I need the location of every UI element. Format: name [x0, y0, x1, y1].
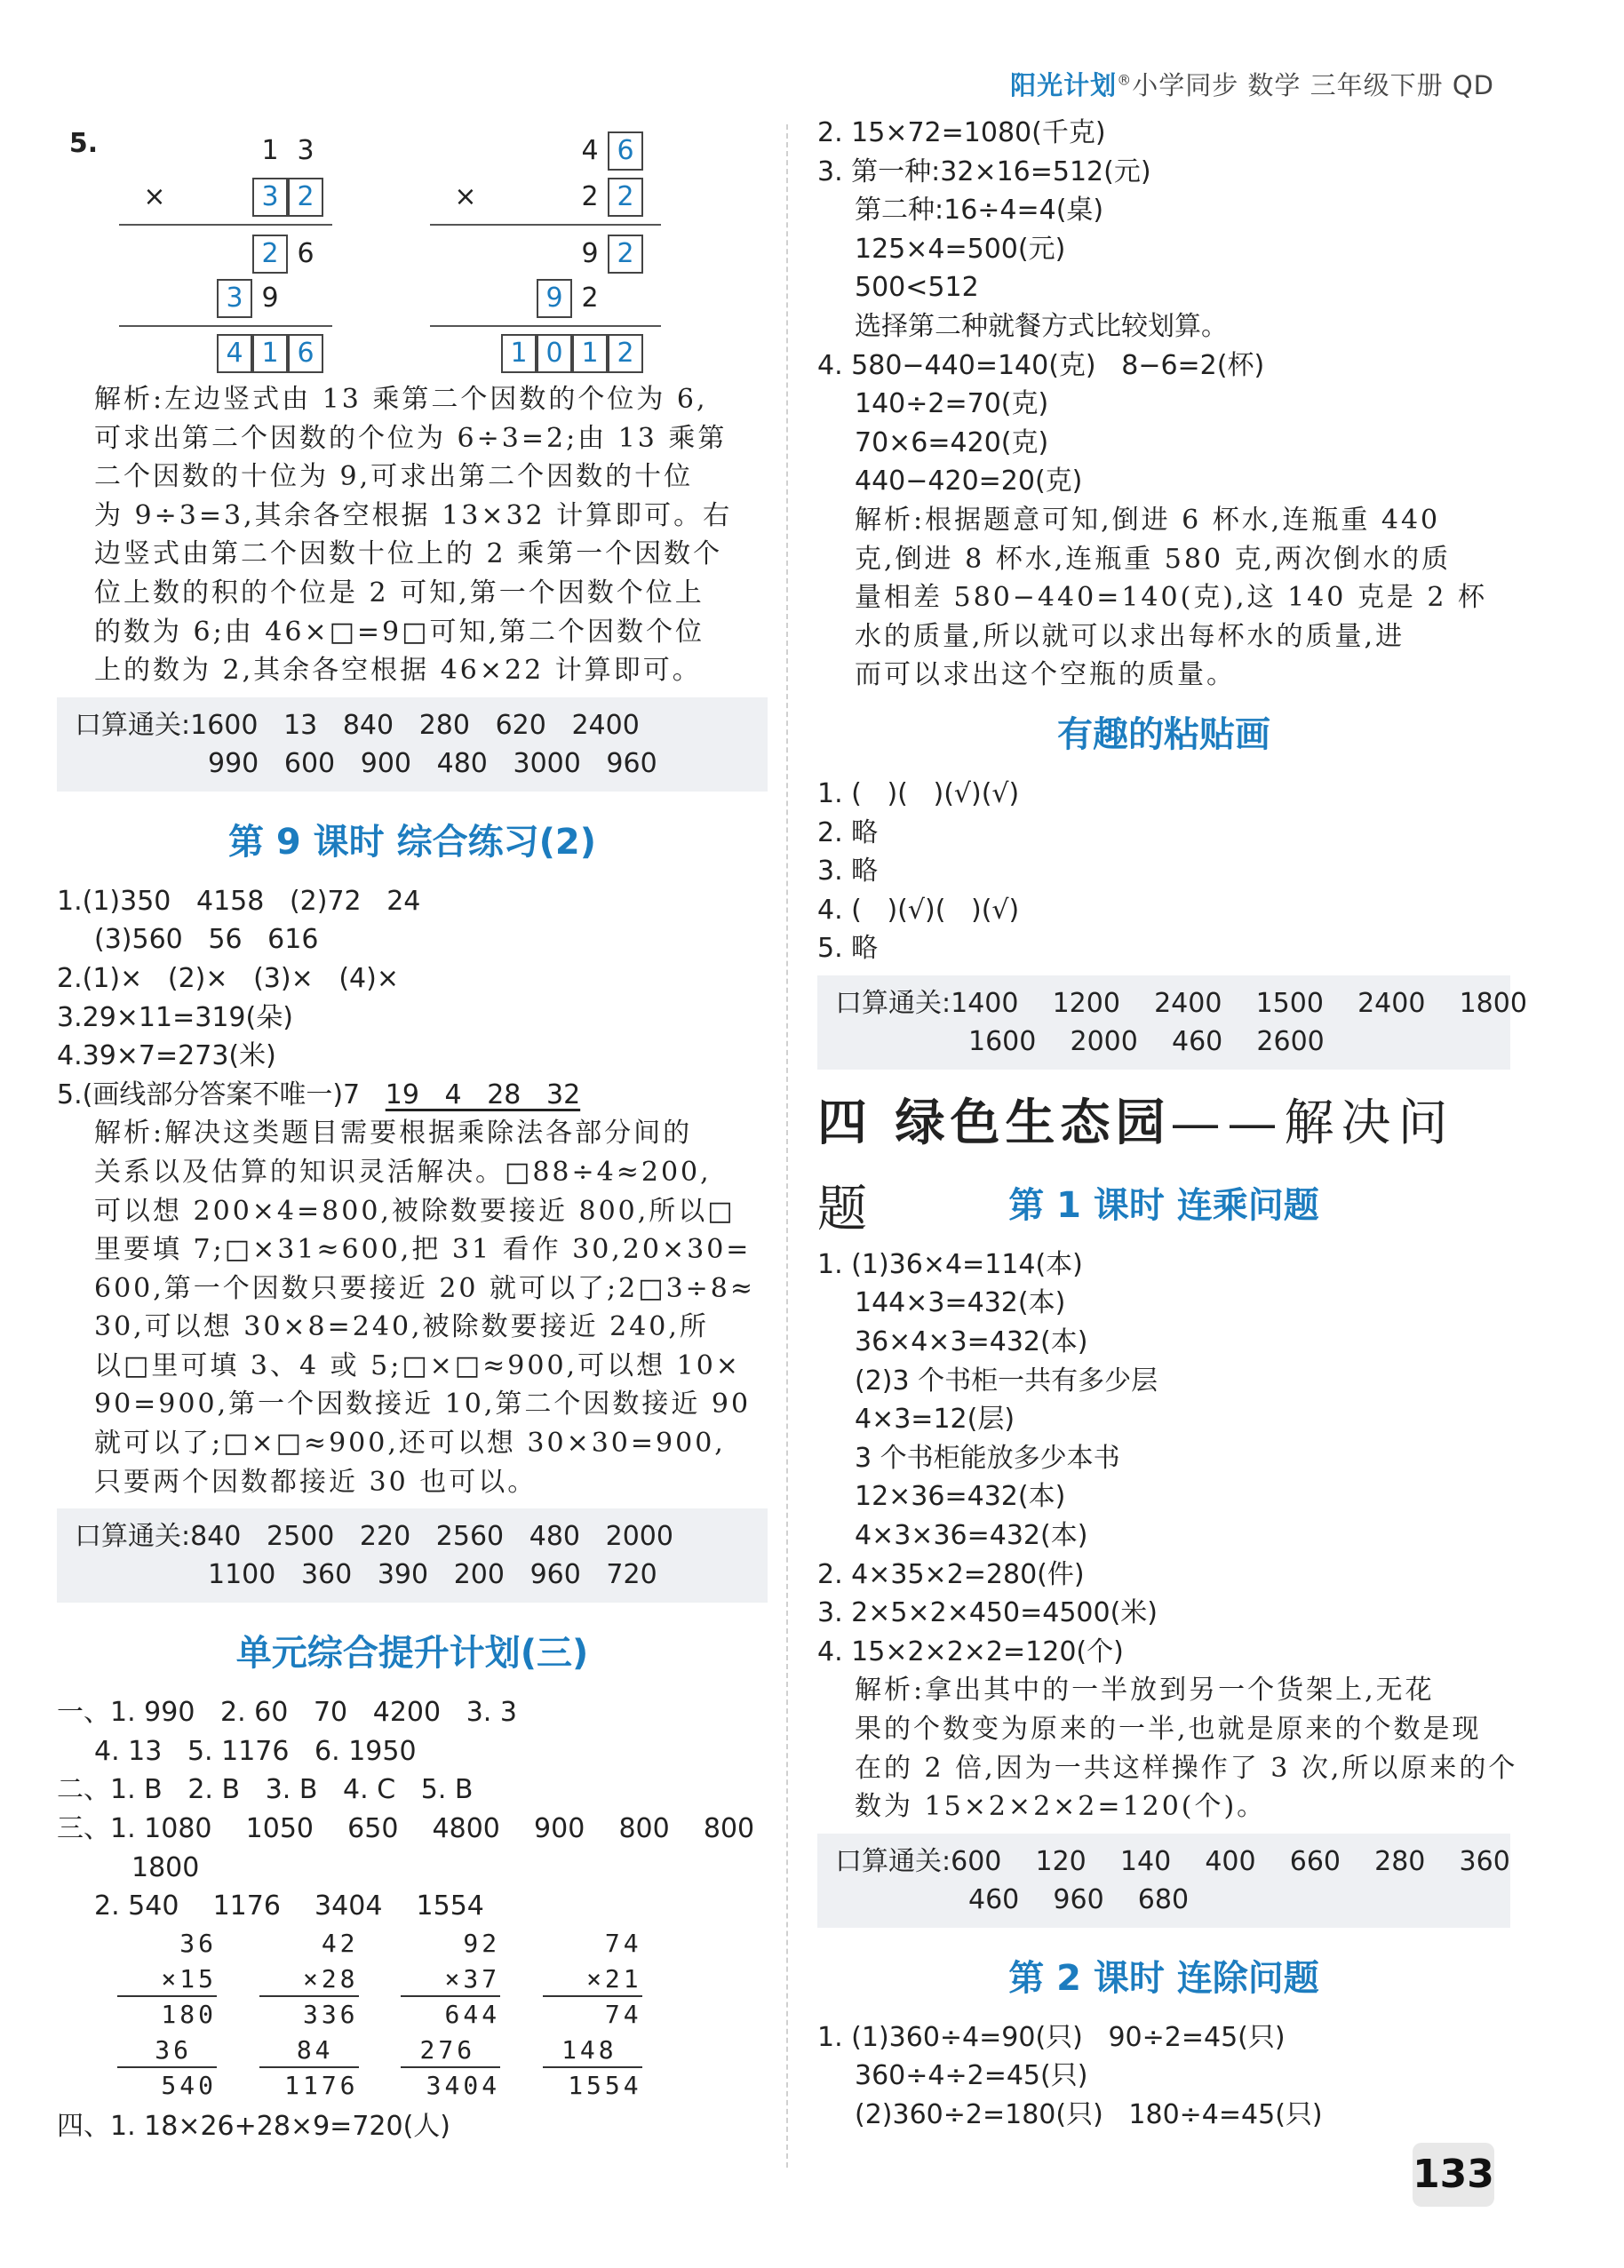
answer-line: 4. 15×2×2×2=120(个) — [817, 1635, 1124, 1667]
page-number: 133 — [1413, 2143, 1494, 2207]
answer-box: 3 — [217, 279, 252, 318]
analysis-line: 关系以及估算的知识灵活解决。□88÷4≈200, — [94, 1156, 712, 1188]
answer-line: 4×3×36=432(本) — [855, 1520, 1088, 1552]
analysis-line: 边竖式由第二个因数十位上的 2 乘第一个因数个 — [94, 538, 723, 570]
digit: 2 — [581, 181, 599, 212]
answer-line: 2. 4×35×2=280(件) — [817, 1558, 1085, 1590]
answer-line: 2.(1)× (2)× (3)× (4)× — [57, 962, 399, 994]
answer-line: (2)360÷2=180(只) 180÷4=45(只) — [855, 2098, 1323, 2130]
answer-line: 440−420=20(克) — [855, 466, 1083, 497]
digit: 1 — [261, 135, 279, 166]
left-column — [57, 114, 768, 2145]
mental-math-line: 1100 360 390 200 960 720 — [208, 1559, 657, 1591]
analysis-line: 解析:拿出其中的一半放到另一个货架上,无花 — [855, 1675, 1435, 1707]
vertical-calc-2 — [259, 1926, 359, 2104]
calc-row: 336 — [302, 1999, 359, 2029]
answer-line: 1. (1)36×4=114(本) — [817, 1248, 1083, 1280]
chapter-title-main: 四 绿色生态园 — [817, 1093, 1171, 1152]
answer-line: 4. ( )(√)( )(√) — [817, 894, 1020, 926]
analysis-line: 为 9÷3=3,其余各空根据 13×32 计算即可。右 — [94, 499, 733, 531]
digit: 3 — [297, 135, 314, 166]
calc-row: ×28 — [259, 1962, 359, 1997]
analysis-line: 解析:根据题意可知,倒进 6 杯水,连瓶重 440 — [855, 504, 1441, 536]
calc-row: 36 — [117, 2033, 217, 2068]
answer-line: 第二种:16÷4=4(桌) — [855, 195, 1104, 227]
page-header — [1010, 66, 1494, 102]
section-title-lesson-9: 第 9 课时 综合练习(2) — [227, 821, 596, 863]
answer-line: 140÷2=70(克) — [855, 388, 1049, 420]
section-title-unit-review: 单元综合提升计划(三) — [235, 1633, 589, 1675]
analysis-line: 上的数为 2,其余各空根据 46×22 计算即可。 — [94, 655, 702, 687]
analysis-line: 600,第一个因数只要接近 20 就可以了;2□3÷8≈ — [94, 1272, 756, 1304]
analysis-line: 可以想 200×4=800,被除数要接近 800,所以□ — [94, 1195, 736, 1227]
answer-line: 3.29×11=319(朵) — [57, 1001, 293, 1033]
answer-line: 500<512 — [855, 272, 979, 304]
section-title-lesson-2: 第 2 课时 连除问题 — [1008, 1957, 1319, 1999]
underlined-answer: 19 4 28 32 — [385, 1078, 581, 1110]
mental-math-line: 口算通关:1400 1200 2400 1500 2400 1800 — [835, 987, 1527, 1019]
digit: 9 — [581, 238, 599, 269]
mental-math-box-4 — [817, 1834, 1510, 1928]
analysis-line: 数为 15×2×2×2=120(个)。 — [855, 1791, 1267, 1823]
answer-line: 2. 略 — [817, 816, 879, 848]
answer-box: 9 — [537, 279, 572, 318]
calc-row: 276 — [401, 2033, 500, 2068]
analysis-line: 的数为 6;由 46×□=9□可知,第二个因数个位 — [94, 616, 705, 648]
lesson-9-analysis — [57, 1114, 768, 1501]
q4-analysis — [817, 501, 1510, 695]
vertical-calc-1 — [117, 1926, 217, 2104]
digit: 9 — [261, 283, 279, 314]
chapter-title-sub: ——解决问题 — [817, 1094, 1455, 1238]
answer-line: 36×4×3=432(本) — [855, 1326, 1088, 1358]
q5-analysis — [57, 380, 768, 690]
calc-row: 180 — [161, 1999, 217, 2029]
digit: 4 — [581, 135, 599, 166]
answer-line: 二、1. B 2. B 3. B 4. C 5. B — [57, 1774, 474, 1806]
calc-row: 74 — [604, 1999, 642, 2029]
vertical-calc-3 — [401, 1926, 500, 2104]
answer-line: 2. 540 1176 3404 1554 — [94, 1890, 484, 1922]
answer-line: 三、1. 1080 1050 650 4800 900 800 800 — [57, 1813, 755, 1845]
analysis-line: 而可以求出这个空瓶的质量。 — [855, 659, 1236, 691]
answer-line: 4. 580−440=140(克) 8−6=2(杯) — [817, 349, 1265, 381]
answer-box: 3 — [252, 178, 288, 217]
answer-line: 4. 13 5. 1176 6. 1950 — [94, 1735, 417, 1767]
vertical-calc-4 — [543, 1926, 642, 2104]
answer-box: 4 — [217, 334, 252, 373]
section-title-lesson-1: 第 1 课时 连乘问题 — [1008, 1184, 1319, 1226]
brand-name: 阳光计划 — [1010, 70, 1118, 100]
answer-line: 70×6=420(克) — [855, 426, 1049, 458]
analysis-line: 位上数的积的个位是 2 可知,第一个因数个位上 — [94, 577, 705, 609]
answer-line: 四、1. 18×26+28×9=720(人) — [57, 2110, 450, 2142]
answer-line: 4×3=12(层) — [855, 1404, 1015, 1436]
answer-box: 1 — [501, 334, 537, 373]
analysis-line: 以□里可填 3、4 或 5;□×□≈900,可以想 10× — [94, 1349, 741, 1381]
analysis-line: 90=900,第一个因数接近 10,第二个因数接近 90 — [94, 1389, 752, 1420]
answer-box: 6 — [608, 131, 643, 171]
calc-row: ×37 — [401, 1962, 500, 1997]
answer-line: 1. ( )( )(√)(√) — [817, 777, 1020, 809]
lesson-9-answers — [57, 882, 768, 1115]
mental-math-box-3 — [817, 975, 1527, 1070]
section-title-sticker-art: 有趣的粘贴画 — [1057, 713, 1270, 755]
answer-box: 0 — [537, 334, 572, 373]
answer-box: 2 — [252, 235, 288, 274]
digit: 2 — [581, 283, 599, 314]
answer-box: 2 — [608, 334, 643, 373]
analysis-line: 量相差 580−440=140(克),这 140 克是 2 杯 — [855, 582, 1488, 614]
answer-box: 2 — [608, 178, 643, 217]
analysis-line: 解析:解决这类题目需要根据乘除法各部分间的 — [94, 1118, 693, 1150]
answer-line: 4.39×7=273(米) — [57, 1040, 276, 1072]
answer-line: 1. (1)360÷4=90(只) 90÷2=45(只) — [817, 2021, 1286, 2053]
calc-row: 42 — [321, 1928, 359, 1958]
question-5-grids — [57, 114, 768, 380]
answer-line: 125×4=500(元) — [855, 233, 1066, 265]
calc-row: 36 — [179, 1928, 217, 1958]
answer-line: 3 个书柜能放多少本书 — [855, 1442, 1120, 1474]
mental-math-line: 口算通关:840 2500 220 2560 480 2000 — [75, 1521, 673, 1553]
answer-box: 2 — [608, 235, 643, 274]
column-divider — [786, 124, 788, 2168]
header-subtitle: 小学同步 数学 三年级下册 QD — [1132, 70, 1494, 100]
answer-line: 一、1. 990 2. 60 70 4200 3. 3 — [57, 1697, 517, 1729]
answer-line: (2)3 个书柜一共有多少层 — [855, 1365, 1158, 1397]
answer-line: 360÷4÷2=45(只) — [855, 2060, 1088, 2092]
answer-box: 1 — [252, 334, 288, 373]
answer-line: 2. 15×72=1080(千克) — [817, 117, 1106, 148]
mental-math-line: 口算通关:600 120 140 400 660 280 360 — [835, 1845, 1510, 1877]
analysis-line: 在的 2 倍,因为一共这样操作了 3 次,所以原来的个 — [855, 1752, 1518, 1784]
analysis-line: 30,可以想 30×8=240,被除数要接近 240,所 — [94, 1311, 709, 1343]
unit-review-answers — [57, 1693, 768, 1926]
calc-row: 1554 — [568, 2070, 642, 2100]
mental-math-line: 口算通关:1600 13 840 280 620 2400 — [75, 709, 640, 741]
calc-row: 3404 — [426, 2070, 501, 2100]
answer-line: 3. 2×5×2×450=4500(米) — [817, 1597, 1158, 1629]
mental-math-box-2 — [57, 1508, 768, 1603]
mental-math-line: 990 600 900 480 3000 960 — [208, 747, 657, 779]
answer-line: 1.(1)350 4158 (2)72 24 — [57, 885, 421, 917]
answer-line: 选择第二种就餐方式比较划算。 — [855, 310, 1228, 342]
calc-row: 1176 — [284, 2070, 359, 2100]
analysis-line: 水的质量,所以就可以求出每杯水的质量,进 — [855, 620, 1405, 652]
rule-line — [430, 224, 661, 226]
answer-line: 3. 略 — [817, 855, 879, 887]
calc-row: 148 — [543, 2033, 642, 2068]
rule-line — [119, 224, 332, 226]
answer-box: 2 — [288, 178, 323, 217]
mental-math-line: 460 960 680 — [968, 1883, 1190, 1915]
calc-row: 74 — [604, 1928, 642, 1958]
answer-box: 6 — [288, 334, 323, 373]
times-sign: × — [143, 181, 166, 212]
calc-row: ×21 — [543, 1962, 642, 1997]
calc-row: 92 — [463, 1928, 501, 1958]
answer-line — [57, 1076, 768, 1115]
analysis-line: 就可以了;□×□≈900,还可以想 30×30=900, — [94, 1428, 726, 1460]
analysis-line: 可求出第二个因数的个位为 6÷3=2;由 13 乘第 — [94, 422, 728, 454]
digit: 6 — [297, 238, 314, 269]
analysis-line: 里要填 7;□×31≈600,把 31 看作 30,20×30= — [94, 1234, 752, 1266]
q5-number: 5. — [68, 128, 99, 159]
rule-line — [119, 325, 332, 327]
analysis-line: 解析:左边竖式由 13 乘第二个因数的个位为 6, — [94, 384, 708, 415]
answer-line: 1800 — [131, 1851, 200, 1883]
calc-row: 84 — [259, 2033, 359, 2068]
answer-text: 5.(画线部分答案不唯一)7 — [57, 1078, 386, 1110]
lesson-1-analysis — [817, 1671, 1518, 1826]
answer-line: 5. 略 — [817, 933, 879, 965]
mental-math-box-1 — [57, 697, 768, 792]
answer-box: 1 — [572, 334, 608, 373]
right-column — [817, 114, 1527, 2135]
analysis-line: 只要两个因数都接近 30 也可以。 — [94, 1466, 537, 1498]
calc-row: 540 — [161, 2070, 217, 2100]
calc-row: 644 — [444, 1999, 501, 2029]
answer-line: 12×36=432(本) — [855, 1481, 1066, 1513]
calc-row: ×15 — [117, 1962, 217, 1997]
vertical-calculations — [57, 1926, 768, 2107]
answer-line: 144×3=432(本) — [855, 1287, 1066, 1319]
analysis-line: 果的个数变为原来的一半,也就是原来的个数是现 — [855, 1714, 1482, 1745]
times-sign: × — [454, 181, 477, 212]
rule-line — [430, 325, 661, 327]
mental-math-line: 1600 2000 460 2600 — [968, 1025, 1325, 1057]
analysis-line: 二个因数的十位为 9,可求出第二个因数的十位 — [94, 461, 694, 493]
answer-line: 3. 第一种:32×16=512(元) — [817, 155, 1151, 187]
registered-mark: ® — [1117, 71, 1133, 89]
analysis-line: 克,倒进 8 杯水,连瓶重 580 克,两次倒水的质 — [855, 543, 1452, 575]
answer-line: (3)560 56 616 — [94, 924, 319, 956]
